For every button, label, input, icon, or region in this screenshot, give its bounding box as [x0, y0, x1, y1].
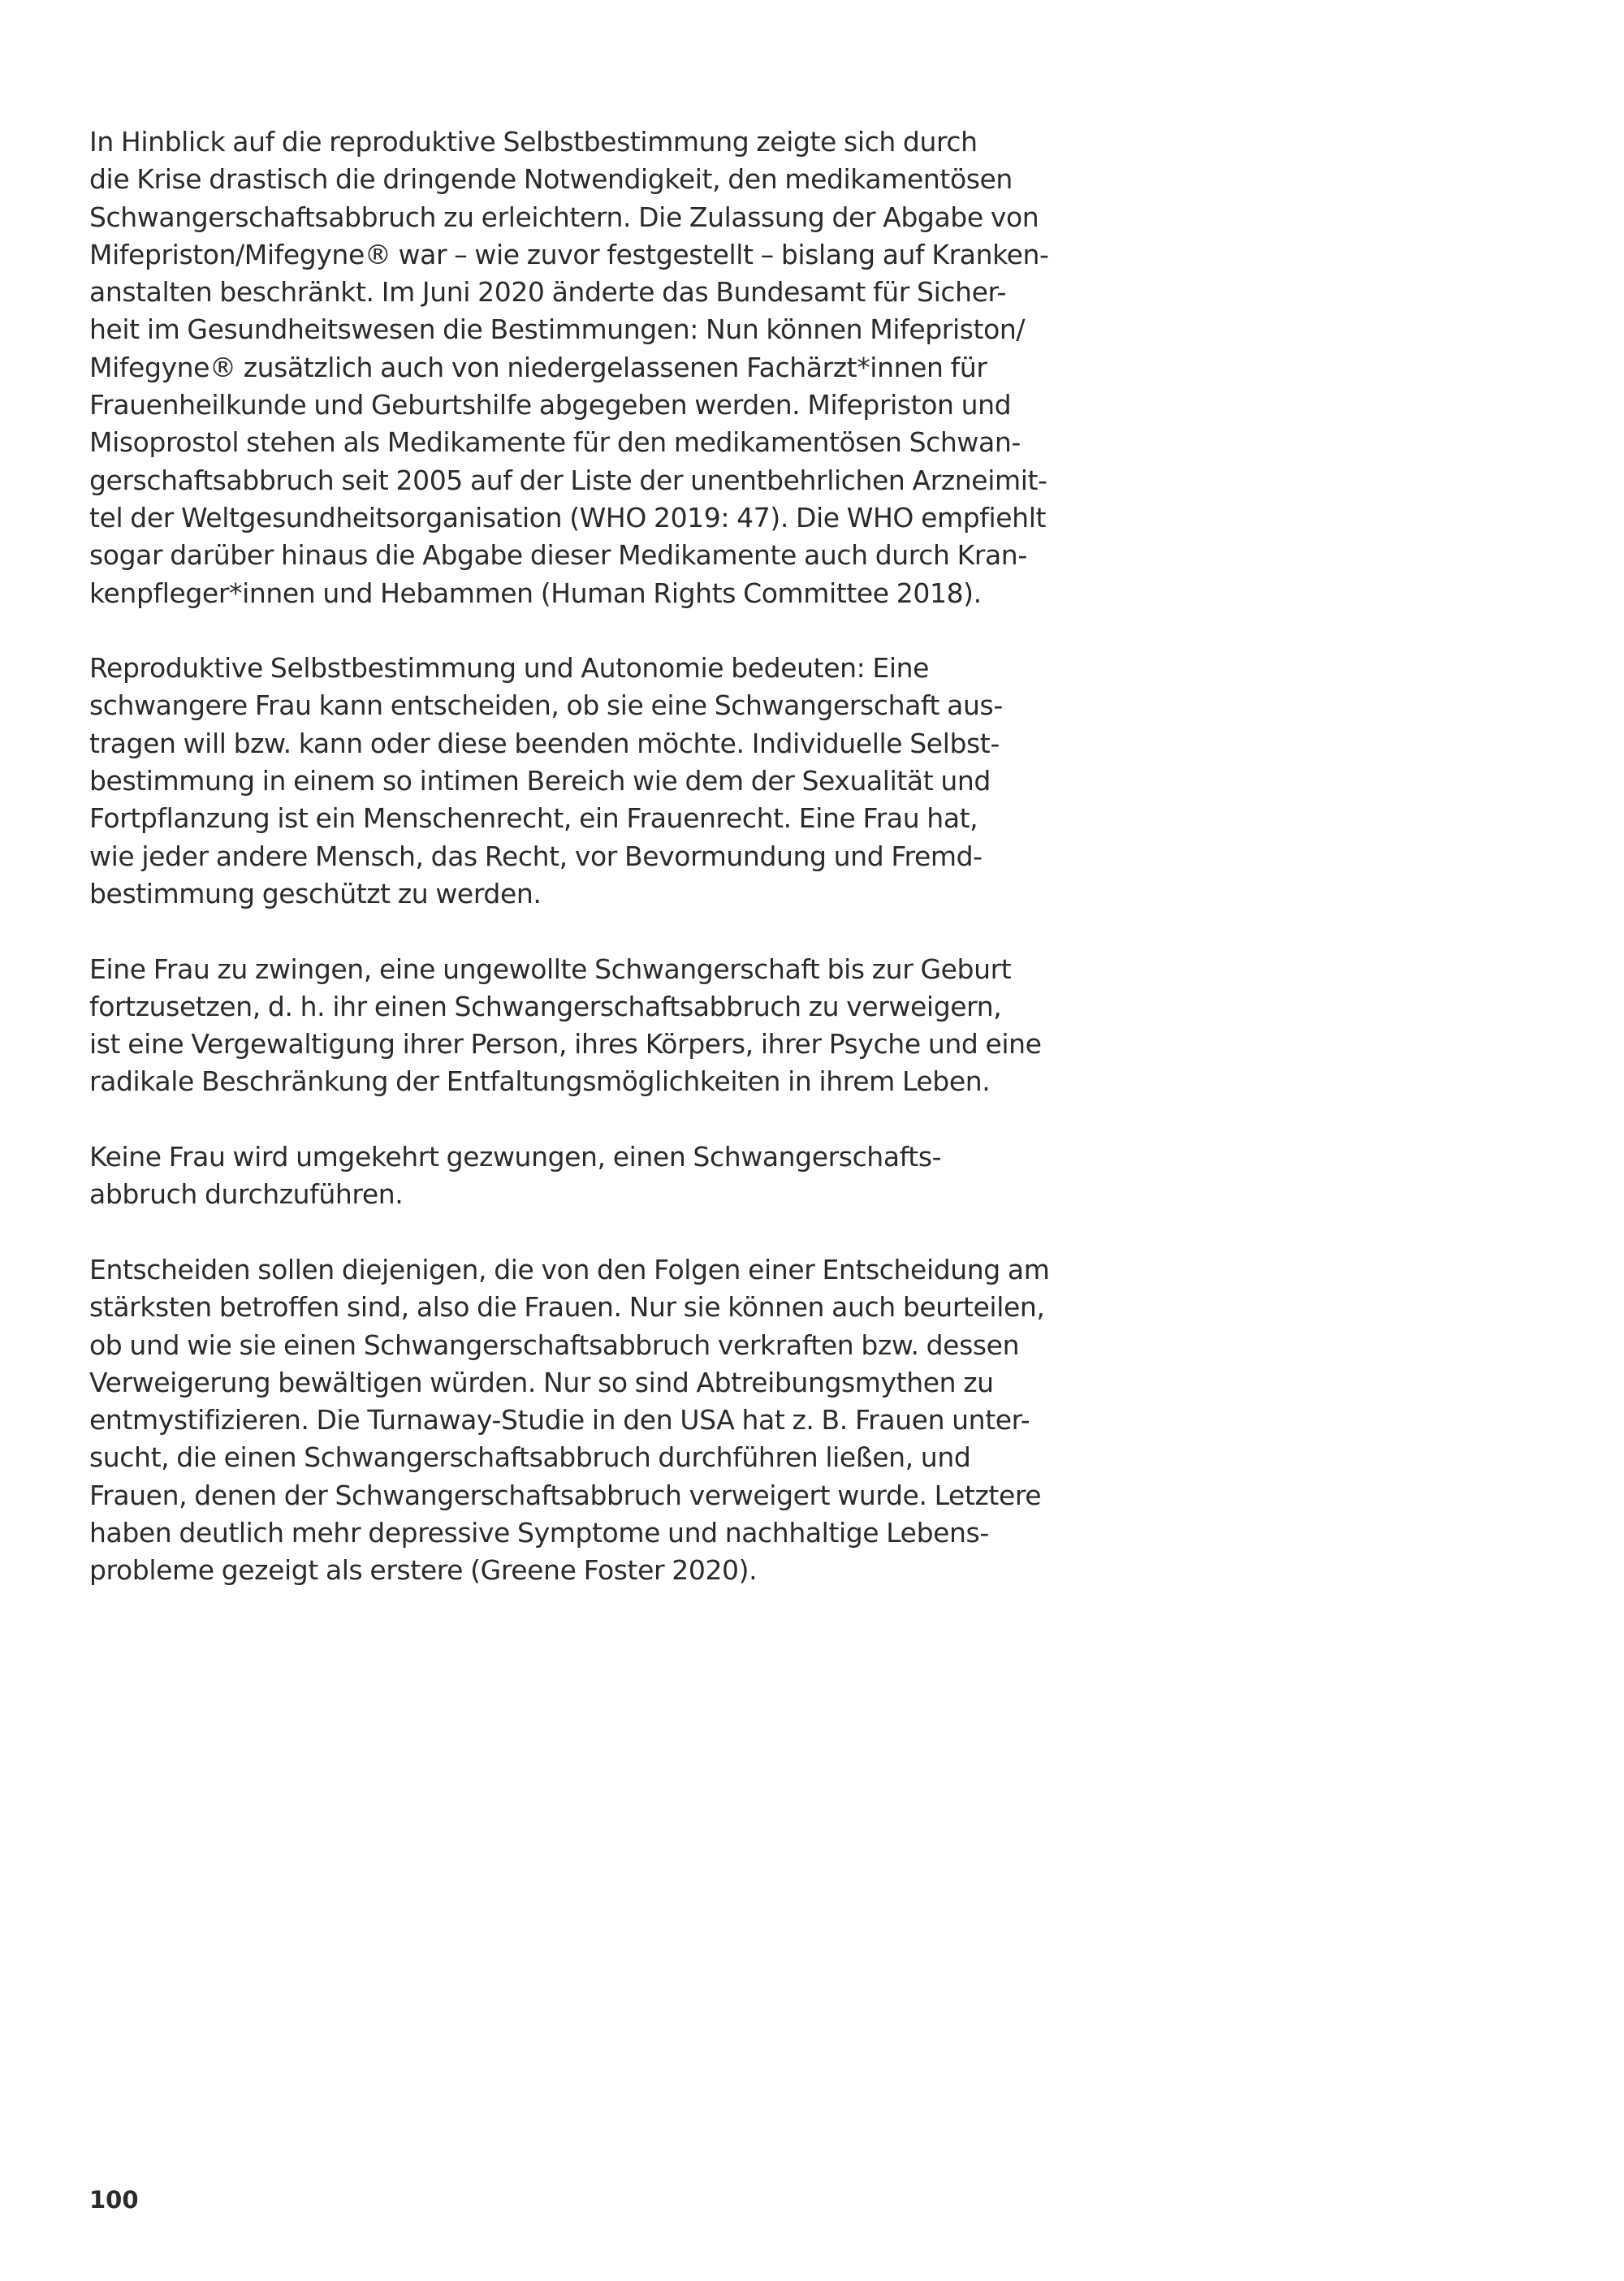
text-line: Keine Frau wird umgekehrt gezwungen, einen Schwangerschafts- [89, 1141, 942, 1173]
text-line: tel der Weltgesundheitsorganisation (WHO 2019: 47). Die WHO empfiehlt [89, 501, 1047, 534]
text-line: Mifegyne® zusätzlich auch von niedergelassenen Fachärzt*innen für [89, 351, 987, 383]
text-line: Reproduktive Selbstbestimmung und Autonomie bedeuten: Eine [89, 652, 930, 685]
text-line: Entscheiden sollen diejenigen, die von den Folgen einer Entscheidung am [89, 1253, 1050, 1285]
text-line: sucht, die einen Schwangerschaftsabbruch durchführen ließen, und [89, 1441, 971, 1474]
text-line: Mifepriston/Mifegyne® war – wie zuvor festgestellt – bislang auf Kranken- [89, 238, 1049, 270]
text-line: Fortpflanzung ist ein Menschenrecht, ein Frauenrecht. Eine Frau hat, [89, 802, 978, 835]
text-line: wie jeder andere Mensch, das Recht, vor Bevormundung und Fremd- [89, 840, 983, 872]
body-text [89, 123, 1050, 1627]
text-line: fortzusetzen, d. h. ihr einen Schwangerschaftsabbruch zu verweigern, [89, 990, 1002, 1022]
text-line: ob und wie sie einen Schwangerschaftsabbruch verkraften bzw. dessen [89, 1328, 1020, 1361]
text-line: schwangere Frau kann entscheiden, ob sie eine Schwangerschaft aus- [89, 689, 1003, 722]
paragraph-2 [89, 650, 1003, 913]
text-line: bestimmung geschützt zu werden. [89, 877, 542, 909]
text-line: Frauen, denen der Schwangerschaftsabbruch verweigert wurde. Letztere [89, 1479, 1042, 1511]
paragraph-1 [89, 123, 1049, 612]
page-number: 100 [89, 2186, 139, 2214]
text-line: abbruch durchzuführen. [89, 1178, 404, 1211]
text-line: anstalten beschränkt. Im Juni 2020 änderte das Bundesamt für Sicher- [89, 276, 1007, 309]
text-line: Eine Frau zu zwingen, eine ungewollte Schwangerschaft bis zur Geburt [89, 953, 1012, 985]
text-line: ist eine Vergewaltigung ihrer Person, ihres Körpers, ihrer Psyche und eine [89, 1028, 1042, 1061]
text-line: sogar darüber hinaus die Abgabe dieser Medikamente auch durch Kran- [89, 539, 1027, 572]
text-line: die Krise drastisch die dringende Notwendigkeit, den medikamentösen [89, 163, 1013, 196]
text-line: kenpfleger*innen und Hebammen (Human Rights Committee 2018). [89, 577, 982, 609]
text-line: Frauenheilkunde und Geburtshilfe abgegeben werden. Mifepriston und [89, 389, 1012, 421]
text-line: entmystifizieren. Die Turnaway-Studie in den USA hat z. B. Frauen unter- [89, 1404, 1030, 1436]
text-line: gerschaftsabbruch seit 2005 auf der Liste der unentbehrlichen Arzneimit- [89, 464, 1047, 496]
paragraph-5 [89, 1251, 1050, 1590]
paragraph-3 [89, 951, 1042, 1101]
text-line: haben deutlich mehr depressive Symptome und nachhaltige Lebens- [89, 1516, 989, 1549]
text-line: Misoprostol stehen als Medikamente für den medikamentösen Schwan- [89, 426, 1021, 459]
text-line: In Hinblick auf die reproduktive Selbstbestimmung zeigte sich durch [89, 126, 978, 158]
text-line: heit im Gesundheitswesen die Bestimmungen: Nun können Mifepriston/ [89, 313, 1026, 346]
text-line: Verweigerung bewältigen würden. Nur so sind Abtreibungsmythen zu [89, 1366, 994, 1398]
text-line: radikale Beschränkung der Entfaltungsmöglichkeiten in ihrem Leben. [89, 1065, 991, 1098]
text-line: Schwangerschaftsabbruch zu erleichtern. Die Zulassung der Abgabe von [89, 201, 1039, 233]
text-line: probleme gezeigt als erstere (Greene Foster 2020). [89, 1554, 758, 1587]
text-line: bestimmung in einem so intimen Bereich wie dem der Sexualität und [89, 765, 991, 797]
text-line: stärksten betroffen sind, also die Frauen. Nur sie können auch beurteilen, [89, 1291, 1045, 1324]
text-line: tragen will bzw. kann oder diese beenden möchte. Individuelle Selbst- [89, 727, 1000, 759]
paragraph-4 [89, 1138, 1003, 1214]
